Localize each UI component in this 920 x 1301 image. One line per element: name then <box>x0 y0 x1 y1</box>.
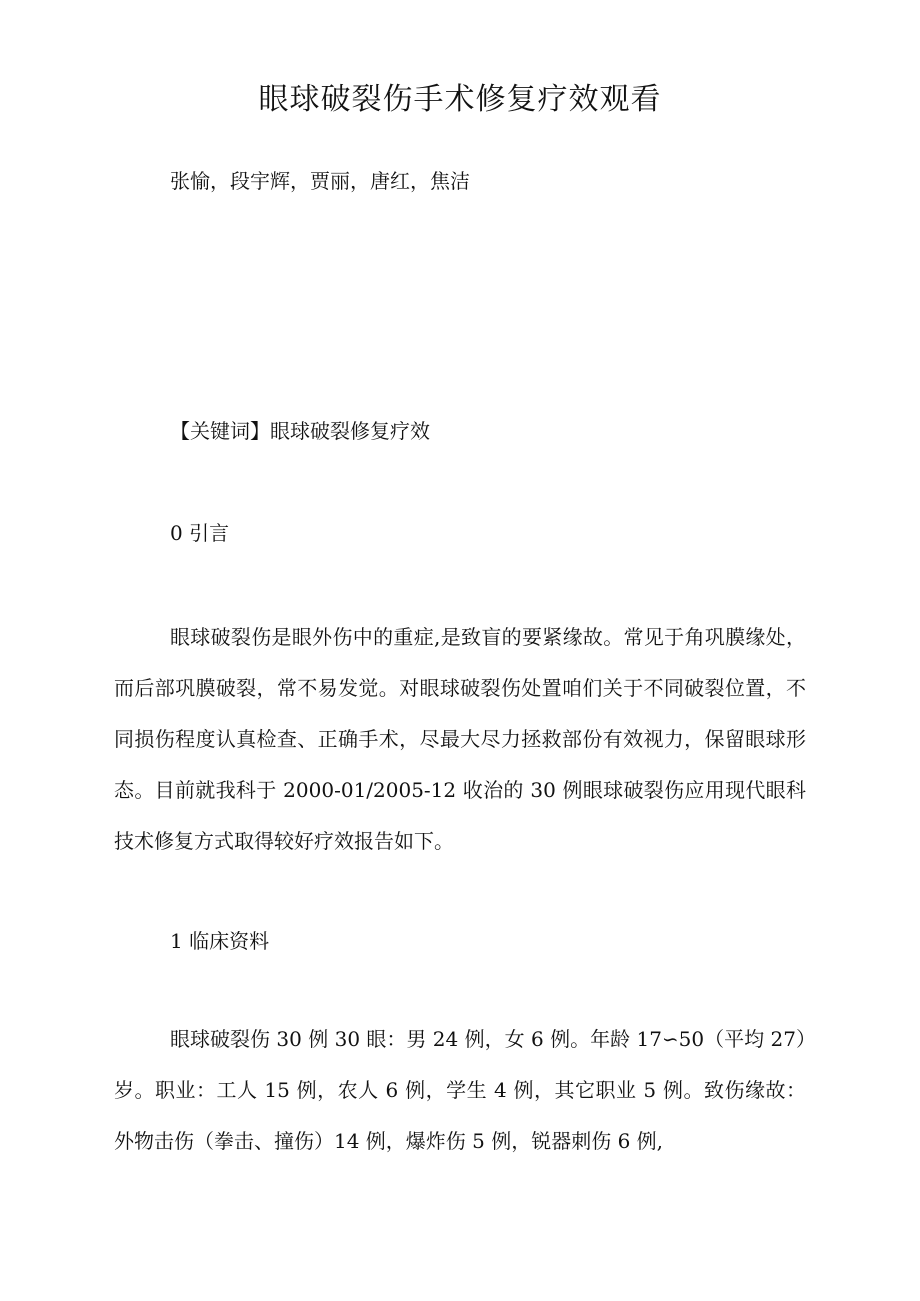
clinical-data-paragraph: 眼球破裂伤 30 例 30 眼：男 24 例，女 6 例。年龄 17∽50（平均 27）岁。职业：工人 15 例，农人 6 例，学生 4 例，其它职业 5 例。致伤缘故：外物击伤（拳击、撞伤）14 例，爆炸伤 5 例，锐器刺伤 6 例, <box>114 1027 806 1153</box>
section-heading-introduction: 0 引言 <box>170 521 230 545</box>
section-heading-clinical-data: 1 临床资料 <box>170 929 270 953</box>
document-title: 眼球破裂伤手术修复疗效观看 <box>258 82 662 117</box>
keywords: 【关键词】眼球破裂修复疗效 <box>170 419 430 443</box>
author-list: 张愉，段宇辉，贾丽，唐红，焦洁 <box>170 169 470 193</box>
introduction-paragraph: 眼球破裂伤是眼外伤中的重症,是致盲的要紧缘故。常见于角巩膜缘处，而后部巩膜破裂，常不易发觉。对眼球破裂伤处置咱们关于不同破裂位置，不同损伤程度认真检查、正确手术，尽最大尽力拯救部份有效视力，保留眼球形态。目前就我科于 2000-01/2005-12 收治的 30 例眼球破裂伤应用现代眼科技术修复方式取得较好疗效报告如下。 <box>114 625 806 853</box>
